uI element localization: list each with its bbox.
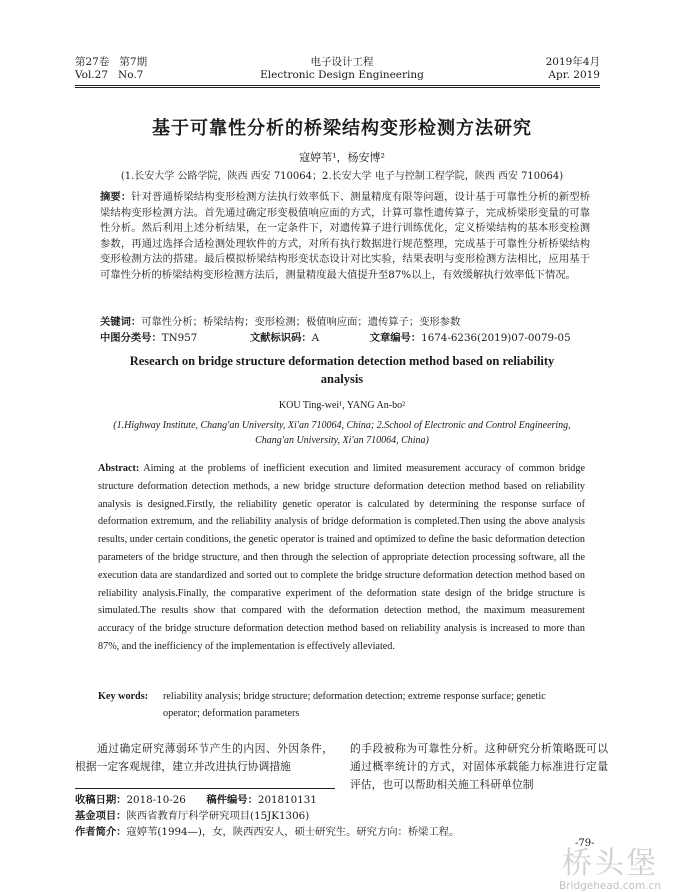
article-no-label: 文章编号： <box>369 332 422 344</box>
paper-title-cn: 基于可靠性分析的桥梁结构变形检测方法研究 <box>152 118 532 139</box>
footnote-author-bio <box>75 824 595 840</box>
authors-en: KOU Ting-wei¹, YANG An-bo² <box>278 400 406 411</box>
keywords-cn-label: 关键词： <box>100 316 142 328</box>
clc-label: 中图分类号： <box>100 332 162 344</box>
abstract-en <box>98 460 585 656</box>
watermark-logo: 桥头堡 <box>562 846 658 881</box>
header-volume-issue <box>75 56 195 82</box>
header-volume-en: Vol.27 <box>75 69 108 81</box>
keywords-cn-text: 可靠性分析；桥梁结构；变形检测；极值响应面；遗传算子；变形参数 <box>141 316 461 328</box>
header-journal-cn: 电子设计工程 <box>310 56 374 68</box>
header-journal-en: Electronic Design Engineering <box>260 69 424 81</box>
header-rule-top <box>75 85 600 86</box>
header-date-cn: 2019年4月 <box>545 56 600 68</box>
keywords-en-label: Key words: <box>98 691 149 702</box>
header-volume-cn: 第27卷 <box>75 56 110 68</box>
body-right-column: 的手段被称为可靠性分析。这种研究分析策略既可以通过概率统计的方式，对固体承载能力标准进行定量评估，也可以帮助相关施工科研单位制 <box>350 742 608 791</box>
affiliation-cn: (1.长安大学 公路学院，陕西 西安 710064；2.长安大学 电子与控制工程学院，陕西 西安 710064) <box>120 171 564 182</box>
body-left-column: 通过确定研究薄弱环节产生的内因、外因条件，根据一定客观规律，建立并改进执行协调措施 <box>75 742 333 773</box>
classification-line <box>100 331 590 347</box>
watermark-url: Bridgehead.com.cn <box>559 880 661 892</box>
received-value: 2018-10-26 <box>126 794 186 806</box>
keywords-en <box>98 688 585 722</box>
footnote-received <box>75 792 595 808</box>
footnote-rule <box>75 788 335 789</box>
author-bio-value: 寇婷苇(1994—)，女，陕西西安人，硕士研究生。研究方向：桥梁工程。 <box>126 826 460 838</box>
abstract-cn-label: 摘要： <box>100 191 132 203</box>
manuscript-value: 201810131 <box>257 794 317 806</box>
abstract-en-label: Abstract: <box>98 463 140 474</box>
keywords-cn <box>100 315 590 331</box>
header-date <box>480 56 600 82</box>
header-date-en: Apr. 2019 <box>548 69 600 81</box>
article-no-value: 1674-6236(2019)07-0079-05 <box>421 332 571 344</box>
doc-code-value: A <box>311 332 320 344</box>
keywords-en-text: reliability analysis; bridge structure; deformation detection; extreme response surface; genetic operator; deformation parameters <box>163 691 546 719</box>
header-issue-cn: 第7期 <box>119 56 148 68</box>
header-issue-en: No.7 <box>118 69 144 81</box>
doc-code-label: 文献标识码： <box>249 332 312 344</box>
authors-cn: 寇婷苇¹，杨安博² <box>299 151 385 164</box>
affiliation-en: (1.Highway Institute, Chang'an University, Xi'an 710064, China; 2.School of Electronic and Control Engineering, Chang'an University, Xi'an 710064, China) <box>113 420 571 446</box>
abstract-en-text: Aiming at the problems of inefficient execution and limited measurement accuracy of common bridge structure deformation detection methods, a new bridge structure deformation detection method based on reliability analysis is designed.Firstly, the reliability genetic operator is calculated by determining the response surface of deformation extremum, and the reliability analysis of bridge deformation is completed.Then using the above analysis results, under certain conditions, the genetic operator is trained and optimized to define the basic deformation detection parameters of the bridge structure, and then through the selection of appropriate detection processing software, all the execution data are standardized and sorted out to complete the bridge structure deformation detection method based on reliability analysis.Finally, the comparative experiment of the deformation state design of the bridge structure is simulated.The results show that compared with the deformation detection method, the maximum measurement accuracy of the bridge structure deformation detection method based on reliability analysis is increased to more than 87%, and the inefficiency of the implementation is effectively alleviated. <box>98 463 585 652</box>
clc-value: TN957 <box>161 332 198 344</box>
page-number: -79- <box>575 838 595 849</box>
header-rule-bottom <box>75 87 600 88</box>
received-label: 收稿日期： <box>75 794 127 806</box>
abstract-cn <box>100 190 590 283</box>
author-bio-label: 作者简介： <box>75 826 127 838</box>
paper-title-en: Research on bridge structure deformation detection method based on reliability analysis <box>129 354 555 386</box>
funding-label: 基金项目： <box>75 810 127 822</box>
header-journal <box>222 56 462 82</box>
manuscript-label: 稿件编号： <box>206 794 258 806</box>
footnote-funding <box>75 808 595 824</box>
bridgehead-watermark <box>540 838 680 892</box>
funding-value: 陕西省教育厅科学研究项目(15JK1306) <box>126 810 310 822</box>
abstract-cn-text: 针对普通桥梁结构变形检测方法执行效率低下、测量精度有限等问题，设计基于可靠性分析的新型桥梁结构变形检测方法。首先通过确定形变极值响应面的方式，计算可靠性遗传算子，完成桥梁形变量的可靠性分析。然后利用上述分析结果，在一定条件下，对遗传算子进行训练优化，定义桥梁结构的基本形变检测参数，再通过选择合适检测处理软件的方式，对所有执行数据进行规范整理，完成基于可靠性分析桥梁结构变形检测方法的搭建。最后模拟桥梁结构形变状态设计对比实验，结果表明与变形检测方法相比，应用基于可靠性分析的桥梁结构变形检测方法后，测量精度最大值提升至87%以上，有效缓解执行效率低下情况。 <box>100 191 591 281</box>
